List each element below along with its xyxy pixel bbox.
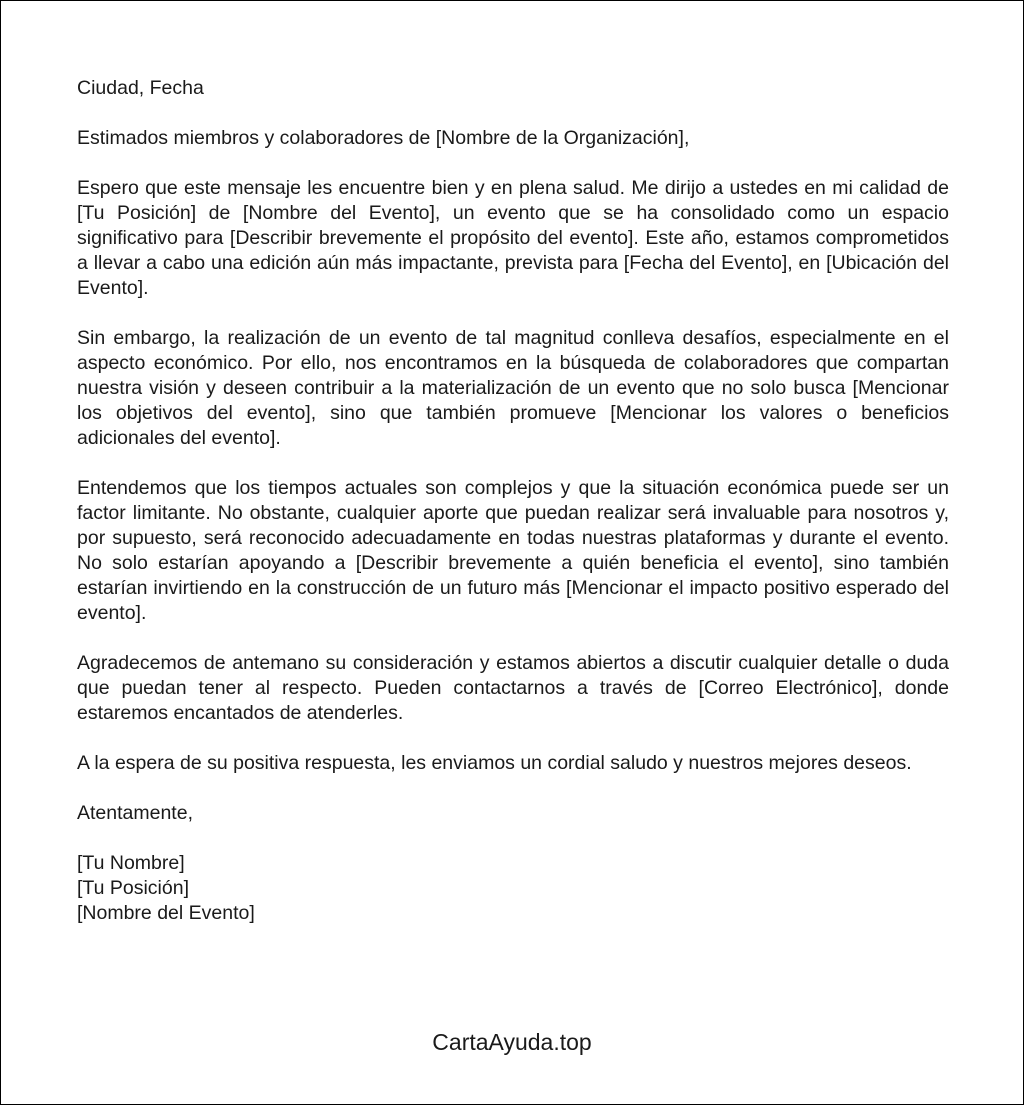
signature-event: [Nombre del Evento] (77, 902, 255, 924)
paragraph-challenge: Sin embargo, la realización de un evento de tal magnitud conlleva desafíos, especialmente en el aspecto económico. Por ello, nos encontramos en la búsqueda de colaboradores que compartan nuestra visión y deseen contribuir a la materialización de un evento que no solo busca [Mencionar los objetivos del evento], sino que también promueve [Mencionar los valores o beneficios adicionales del evento]. (77, 327, 949, 449)
paragraph-farewell: A la espera de su positiva respuesta, les enviamos un cordial saludo y nuestros mejores deseos. (77, 752, 912, 774)
paragraph-contact: Agradecemos de antemano su consideración y estamos abiertos a discutir cualquier detalle o duda que puedan tener al respecto. Pueden contactarnos a través de [Correo Electrónico], donde estaremos encantados de atenderles. (77, 652, 949, 724)
signature-position: [Tu Posición] (77, 877, 189, 899)
paragraph-introduction: Espero que este mensaje les encuentre bien y en plena salud. Me dirijo a ustedes en mi calidad de [Tu Posición] de [Nombre del Evento], un evento que se ha consolidado como un espacio significativo para [Describir brevemente el propósito del evento]. Este año, estamos comprometidos a llevar a cabo una edición aún más impactante, prevista para [Fecha del Evento], en [Ubicación del Evento]. (77, 177, 949, 299)
place-date: Ciudad, Fecha (77, 77, 204, 99)
greeting: Estimados miembros y colaboradores de [Nombre de la Organización], (77, 127, 690, 149)
footer-site-name: CartaAyuda.top (432, 1029, 592, 1055)
letter-body (77, 76, 949, 926)
closing: Atentamente, (77, 802, 193, 824)
signature-name: [Tu Nombre] (77, 852, 185, 874)
signature-block (77, 851, 949, 926)
paragraph-request: Entendemos que los tiempos actuales son complejos y que la situación económica puede ser un factor limitante. No obstante, cualquier aporte que puedan realizar será invaluable para nosotros y, por supuesto, será reconocido adecuadamente en todas nuestras plataformas y durante el evento. No solo estarían apoyando a [Describir brevemente a quién beneficia el evento], sino también estarían invirtiendo en la construcción de un futuro más [Mencionar el impacto positivo esperado del evento]. (77, 477, 949, 624)
